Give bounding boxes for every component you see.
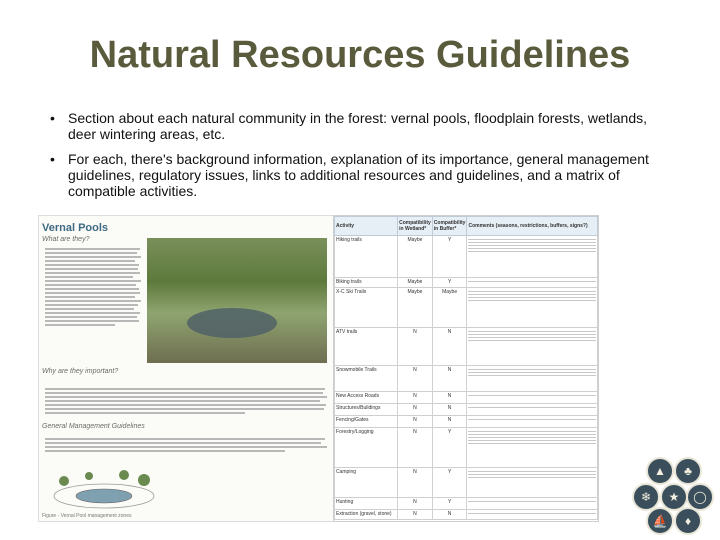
table-cell: Maybe [432,288,467,328]
table-header: Comments (seasons, restrictions, buffers, signs?) [467,217,598,236]
compatibility-table [334,216,598,520]
table-cell: Extraction (gravel, stone) [335,510,398,520]
table-cell: New Access Roads [335,392,398,404]
document-heading: Vernal Pools [42,222,109,234]
table-cell: Hiking trails [335,236,398,278]
table-cell: Y [432,236,467,278]
table-cell: ATV trails [335,328,398,366]
table-cell: N [432,404,467,416]
bullet-item: • For each, there's background information, explanation of its importance, general management guidelines, regulatory issues, links to additional resources and guidelines, and a matrix of compatible activities. [50,151,670,199]
bullet-list [50,110,670,208]
table-header: Activity [335,217,398,236]
document-text-column [42,246,142,328]
table-cell: N [398,328,433,366]
table-cell: Snowmobile Trails [335,366,398,392]
document-text-block [42,386,327,416]
skier-icon: ★ [660,483,688,511]
table-cell: Y [432,428,467,468]
pool-zones-diagram [49,466,159,511]
slide-title: Natural Resources Guidelines [89,34,631,76]
boat-icon: ⛵ [646,507,674,535]
table-cell: N [432,392,467,404]
compatibility-matrix-image [333,215,599,522]
table-cell: N [432,416,467,428]
vernal-pools-document-image [38,215,335,522]
table-cell: N [398,498,433,510]
table-cell: Fencing/Gates [335,416,398,428]
recreation-logo [628,455,713,535]
table-cell: Biking trails [335,278,398,288]
table-cell: N [432,328,467,366]
hiker-icon: ▲ [646,457,674,485]
table-cell: Maybe [398,278,433,288]
table-cell: N [398,416,433,428]
table-cell: Camping [335,468,398,498]
document-subheading: What are they? [42,236,90,243]
table-cell: Y [432,278,467,288]
table-cell: Structures/Buildings [335,404,398,416]
document-subheading: General Management Guidelines [42,423,145,430]
wildlife-icon: ♦ [674,507,702,535]
vernal-pool-photo [147,238,327,363]
table-cell: Hunting [335,498,398,510]
document-subheading: Why are they important? [42,368,119,375]
figure-caption: Figure - Vernal Pool management zones [42,513,132,519]
table-cell: N [398,392,433,404]
snowshoe-icon: ❄ [632,483,660,511]
table-cell: X-C Ski Trails [335,288,398,328]
table-cell: Forestry/Logging [335,428,398,468]
table-cell: N [398,468,433,498]
bullet-item: • Section about each natural community in the forest: vernal pools, floodplain forests, wetlands, deer wintering areas, etc. [50,110,670,142]
table-cell: N [398,510,433,520]
table-cell: N [398,428,433,468]
table-cell: N [398,366,433,392]
table-cell: Y [432,468,467,498]
table-cell: N [432,510,467,520]
cyclist-icon: ◯ [686,483,714,511]
table-cell: Y [432,498,467,510]
table-header: Compatibility in Wetland* [398,217,433,236]
table-cell: N [432,366,467,392]
document-text-block [42,436,327,454]
table-cell: Maybe [398,236,433,278]
tree-icon: ♣ [674,457,702,485]
table-header: Compatibility in Buffer* [432,217,467,236]
table-cell: N [398,404,433,416]
table-cell: Maybe [398,288,433,328]
